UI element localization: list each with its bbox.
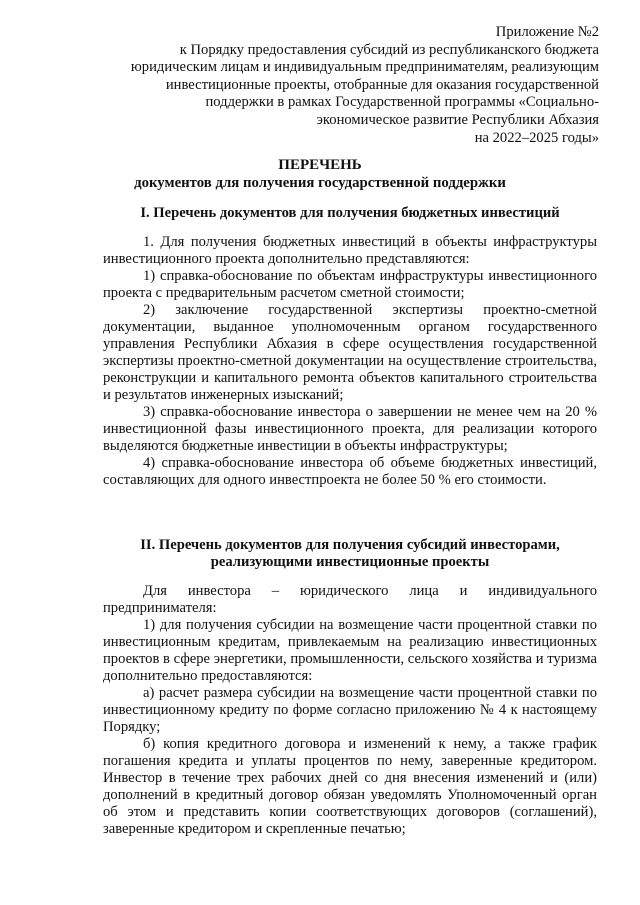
paragraph: 1) справка-обоснование по объектам инфраструктуры инвестиционного проекта с предварительным расчетом сметной стоимости; [103,268,597,301]
paragraph: 1) для получения субсидии на возмещение части процентной ставки по инвестиционным кредитам, привлекаемым на реализацию инвестиционных проектов в сфере энергетики, промышленности, сельского хозяйства и туризма дополнительно предоставляются: [103,617,597,684]
section-2-heading-line-2: реализующими инвестиционные проекты [210,554,490,570]
appendix-header [79,24,599,147]
appendix-line: Приложение №2 [495,24,599,40]
paragraph: а) расчет размера субсидии на возмещение части процентной ставки по инвестиционному кредиту по форме согласно приложению № 4 к настоящему Порядку; [103,685,597,735]
section-2-heading-line-1: II. Перечень документов для получения субсидий инвесторами, [140,537,560,553]
paragraph: 3) справка-обоснование инвестора о завершении не менее чем на 20 % инвестиционной фазы инвестиционного проекта, для реализации которого выделяются бюджетные инвестиции в объекты инфраструктуры; [103,404,597,454]
appendix-line: на 2022–2025 годы» [474,129,599,146]
paragraph: б) копия кредитного договора и изменений к нему, а также график погашения кредита и уплаты процентов по нему, заверенные кредитором. Инвестор в течение трех рабочих дней со дня внесения изменений и (или) дополнений в кредитный договор обязан уведомлять Уполномоченный орган об этом и представить копии соответствующих договоров (соглашений), заверенные кредитором и скрепленные печатью; [103,736,597,837]
appendix-line: к Порядку предоставления субсидий из республиканского бюджета [179,41,599,58]
section-1 [103,205,597,489]
paragraph: 2) заключение государственной экспертизы проектно-сметной документации, выданное уполномоченным органом государственного управления Республики Абхазия в сфере осуществления государственной экспертизы проектно-сметной документации на осуществление строительства, реконструкции и капитального ремонта объектов капитального строительства и результатов инженерных изысканий; [103,302,597,403]
section-1-heading: I. Перечень документов для получения бюджетных инвестиций [140,205,560,221]
title-main: ПЕРЕЧЕНЬ [278,157,362,173]
paragraph: Для инвестора – юридического лица и индивидуального предпринимателя: [103,583,597,616]
title-subtitle: документов для получения государственной поддержки [134,175,506,191]
section-2 [103,537,597,838]
appendix-line: экономическое развитие Республики Абхазия [316,111,599,128]
appendix-line: инвестиционные проекты, отобранные для оказания государственной [165,76,599,93]
appendix-line: поддержки в рамках Государственной программы «Социально- [205,94,599,111]
appendix-line: юридическим лицам и индивидуальным предпринимателям, реализующим [130,59,599,76]
document-title [0,156,640,192]
paragraph: 4) справка-обоснование инвестора об объеме бюджетных инвестиций, составляющих для одного инвестпроекта не более 50 % его стоимости. [103,455,597,488]
paragraph: 1. Для получения бюджетных инвестиций в объекты инфраструктуры инвестиционного проекта дополнительно представляются: [103,234,597,267]
